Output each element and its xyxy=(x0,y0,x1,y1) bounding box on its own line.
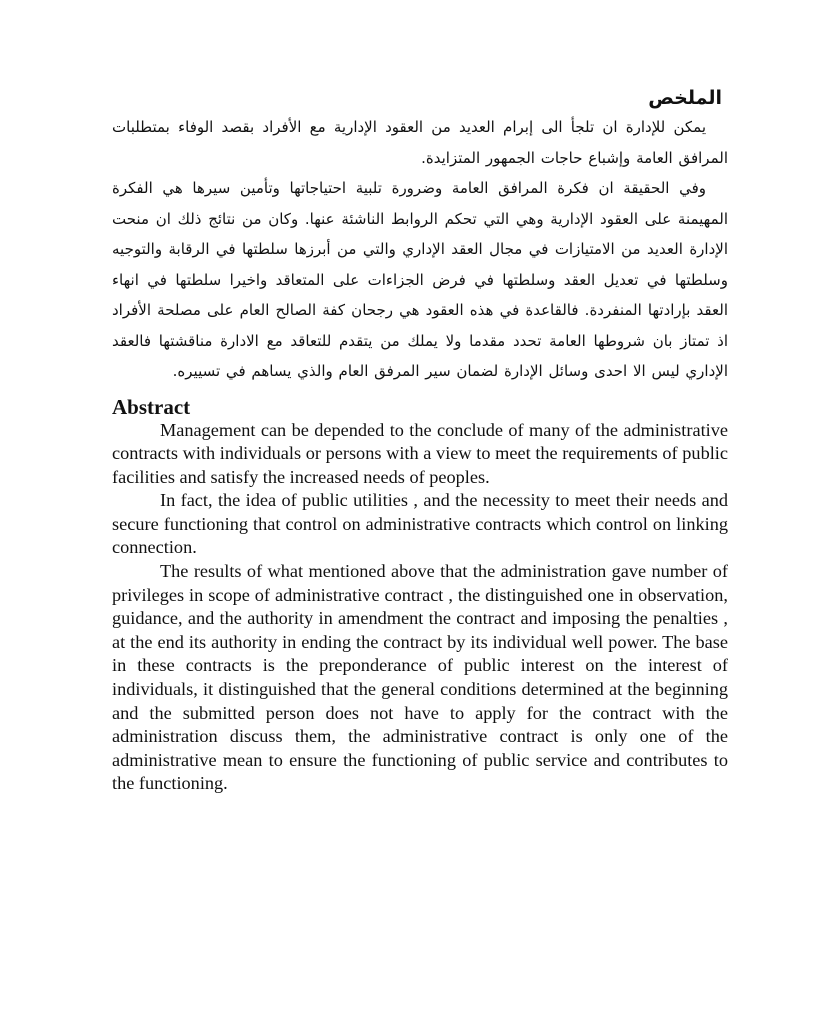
abstract-heading: Abstract xyxy=(112,394,191,419)
arabic-summary-heading: الملخص xyxy=(648,87,722,109)
arabic-summary-section xyxy=(112,84,728,387)
abstract-paragraph-2: In fact, the idea of public utilities , and the necessity to meet their needs and secure functioning that control on administrative contracts which control on linking connection. xyxy=(112,490,728,558)
arabic-summary-paragraph-2: وفي الحقيقة ان فكرة المرافق العامة وضرورة تلبية احتياجاتها وتأمين سيرها هي الفكرة المهيمنة على العقود الإدارية وهي التي تحكم الروابط الناشئة عنها. وكان من نتائج ذلك ان منحت الإدارة العديد من الامتيازات في مجال العقد الإداري والتي من أبرزها سلطتها في الرقابة والتوجيه وسلطتها في تعديل العقد وسلطتها في فرض الجزاءات على المتعاقد واخيرا سلطتها في انهاء العقد بإرادتها المنفردة. فالقاعدة في هذه العقود هي رجحان كفة الصالح العام على مصلحة الأفراد اذ تمتاز بان شروطها العامة تحدد مقدما ولا يملك من يتقدم للتعاقد مع الادارة مناقشتها فالعقد الإداري ليس الا احدى وسائل الإدارة لضمان سير المرفق العام والذي يساهم في تسييره. xyxy=(112,179,728,380)
english-abstract-section xyxy=(112,395,728,797)
abstract-paragraph-1: Management can be depended to the conclude of many of the administrative contracts with individuals or persons with a view to meet the requirements of public facilities and satisfy the increased needs of peoples. xyxy=(112,419,728,487)
abstract-paragraph-3: The results of what mentioned above that the administration gave number of privileges in scope of administrative contract , the distinguished one in observation, guidance, and the authority in amendment the contract and imposing the penalties , at the end its authority in ending the contract by its individual well power. The base in these contracts is the preponderance of public interest on the interest of individuals, it distinguished that the general conditions determined at the beginning and the submitted person does not have to apply for the contract with the administration discuss them, the administrative contract is only one of the administrative mean to ensure the functioning of public service and contributes to the functioning. xyxy=(112,561,728,794)
document-page xyxy=(112,84,728,796)
arabic-summary-paragraph-1: يمكن للإدارة ان تلجأ الى إبرام العديد من العقود الإدارية مع الأفراد بقصد الوفاء بمتطلبات المرافق العامة وإشباع حاجات الجمهور المتزايدة. xyxy=(112,118,728,167)
